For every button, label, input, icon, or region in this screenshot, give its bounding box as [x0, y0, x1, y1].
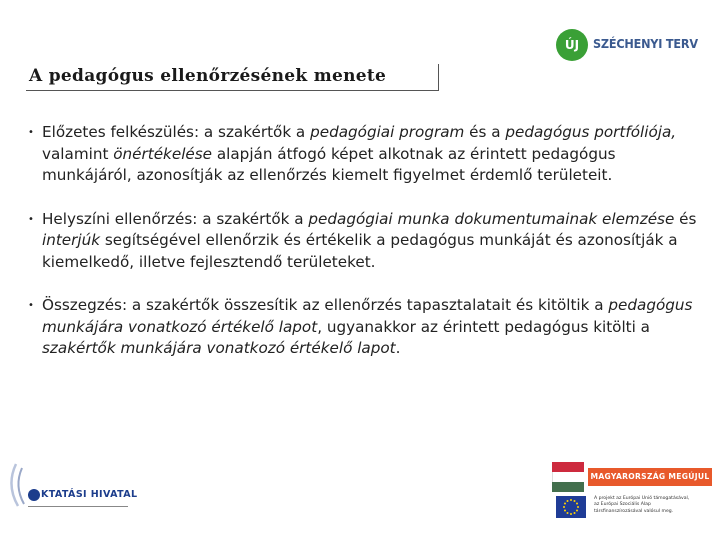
bullet-dot-icon: •: [28, 300, 34, 311]
bullet-dot-icon: •: [28, 127, 34, 138]
bullet-list: [26, 122, 706, 382]
bullet-item: [26, 122, 706, 187]
text-run: pedagógiai munka dokumentumainak elemzése: [308, 209, 675, 228]
szechenyi-text: SZÉCHENYI TERV: [593, 36, 698, 51]
text-run: Előzetes felkészülés: a szakértők a: [42, 123, 311, 141]
oktatasi-hivatal-logo: [8, 460, 138, 510]
text-run: pedagógus portfóliója,: [505, 123, 677, 141]
text-run: pedagógiai program: [310, 123, 465, 141]
eu-line: az Európai Szociális Alap: [594, 502, 651, 508]
megujul-banner: MAGYARORSZÁG MEGÚJUL: [588, 468, 712, 486]
oktatasi-o-icon: [28, 489, 40, 501]
text-run: önértékelése: [113, 144, 213, 163]
text-run: szakértők munkájára vonatkozó értékelő lapot: [42, 339, 396, 357]
szechenyi-badge: ÚJ: [556, 29, 588, 61]
szechenyi-terv-logo: [556, 27, 716, 65]
text-run: , ugyanakkor az érintett pedagógus kitölti a: [317, 317, 650, 336]
oktatasi-underline: [28, 506, 128, 507]
text-run: Helyszíni ellenőrzés: a szakértők a: [42, 209, 309, 228]
title-bar: [26, 64, 439, 91]
text-run: alapján átfogó képet alkotnak az érintett pedagógus munkájáról, azonosítják az ellenőrzés kiemelt figyelmet érdemlő területeit.: [42, 144, 616, 184]
text-run: interjúk: [42, 231, 101, 249]
magyarorszag-megujul-logo: [552, 462, 714, 534]
text-run: Összegzés: a szakértők összesítik az ellenőrzés tapasztalatait és kitöltik a: [42, 296, 609, 314]
oktatasi-text: KTATÁSI HIVATAL: [41, 489, 138, 500]
oktatasi-arc-icon: [8, 460, 48, 510]
text-run: pedagógus munkájára vonatkozó értékelő lapot: [42, 296, 693, 336]
eu-line: A projekt az Európai Unió támogatásával,: [594, 496, 690, 501]
text-run: és a: [464, 123, 506, 141]
hungary-flag-icon: [552, 462, 584, 492]
eu-line: társfinanszírozásával valósul meg.: [594, 508, 674, 514]
text-run: és: [674, 209, 697, 228]
page-title: A pedagógus ellenőrzésének menete: [29, 66, 387, 86]
eu-support-text: [594, 496, 714, 515]
bullet-item: [26, 295, 706, 360]
text-run: .: [395, 339, 401, 357]
bullet-item: [26, 209, 706, 274]
text-run: valamint: [42, 144, 114, 163]
text-run: segítségével ellenőrzik és értékelik a pedagógus munkáját és azonosítják a kiemelkedő, illetve fejlesztendő területeket.: [42, 231, 678, 271]
eu-flag-icon: [556, 496, 586, 518]
bullet-dot-icon: •: [28, 213, 34, 225]
